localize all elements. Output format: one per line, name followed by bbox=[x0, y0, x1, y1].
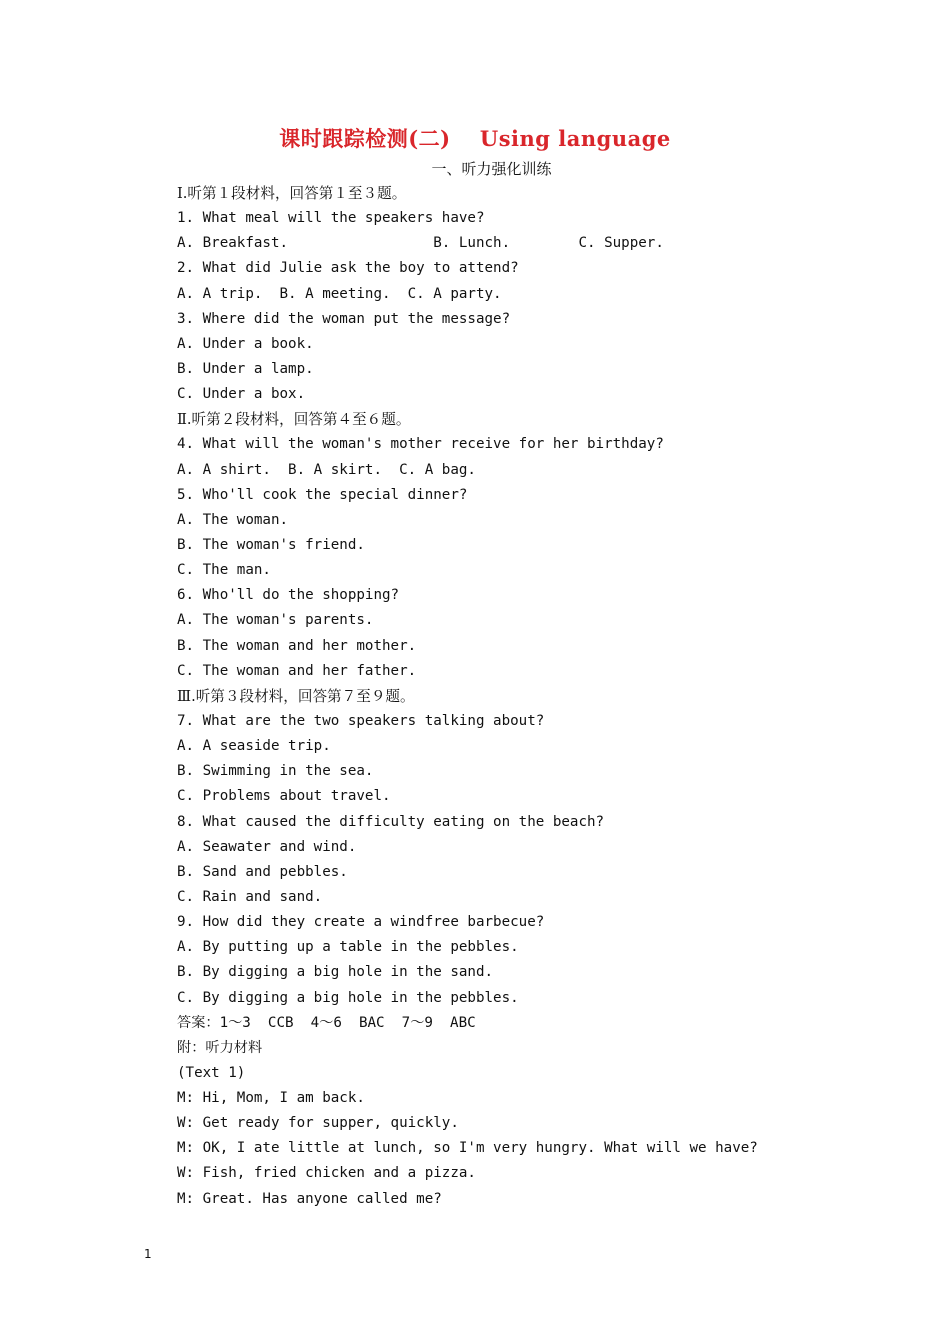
text-line: 附：听力材料 bbox=[177, 1039, 263, 1056]
text-line: 2. What did Julie ask the boy to attend? bbox=[177, 260, 519, 277]
text-line: W: Get ready for supper, quickly. bbox=[177, 1115, 459, 1132]
text-line: W: Fish, fried chicken and a pizza. bbox=[177, 1165, 476, 1182]
text-line: M: Great. Has anyone called me? bbox=[177, 1190, 442, 1207]
part-heading: Ⅰ.听第１段材料，回答第１至３题。 bbox=[177, 185, 407, 202]
page-number: 1 bbox=[144, 1247, 152, 1261]
text-line: C. By digging a big hole in the pebbles. bbox=[177, 989, 519, 1006]
text-line: B. Sand and pebbles. bbox=[177, 863, 348, 880]
text-line: A. The woman's parents. bbox=[177, 612, 374, 629]
text-line: M: Hi, Mom, I am back. bbox=[177, 1090, 365, 1107]
part-heading: Ⅱ.听第２段材料，回答第４至６题。 bbox=[177, 411, 411, 429]
section-heading: 一、听力强化训练 bbox=[431, 160, 552, 178]
page-title: 课时跟踪检测(二) Using language bbox=[279, 126, 671, 151]
text-line: 5. Who'll cook the special dinner? bbox=[177, 486, 468, 503]
text-line: (Text 1) bbox=[177, 1064, 246, 1081]
text-line: B. The woman's friend. bbox=[177, 536, 365, 553]
text-line: A. A trip. B. A meeting. C. A party. bbox=[177, 285, 502, 302]
text-line: M: OK, I ate little at lunch, so I'm very hungry. What will we have? bbox=[177, 1140, 758, 1157]
text-line: 9. How did they create a windfree barbecue? bbox=[177, 914, 545, 931]
text-line: B. By digging a big hole in the sand. bbox=[177, 964, 494, 981]
text-line: 8. What caused the difficulty eating on the beach? bbox=[177, 813, 605, 830]
text-line: A. By putting up a table in the pebbles. bbox=[177, 939, 519, 956]
text-line: A. Under a book. bbox=[177, 335, 314, 352]
text-line: 7. What are the two speakers talking about? bbox=[177, 712, 545, 729]
text-line: C. Problems about travel. bbox=[177, 788, 391, 805]
text-line: A. Seawater and wind. bbox=[177, 838, 357, 855]
text-line: 1. What meal will the speakers have? bbox=[177, 210, 485, 227]
text-line: C. Under a box. bbox=[177, 386, 306, 403]
part-heading: Ⅲ.听第３段材料，回答第７至９题。 bbox=[177, 687, 415, 705]
document-body bbox=[177, 181, 897, 1212]
text-line: 6. Who'll do the shopping? bbox=[177, 587, 400, 604]
text-line: C. Rain and sand. bbox=[177, 888, 323, 905]
text-line: C. The man. bbox=[177, 562, 271, 579]
text-line: B. Under a lamp. bbox=[177, 360, 314, 377]
text-line: B. Swimming in the sea. bbox=[177, 763, 374, 780]
text-line: C. The woman and her father. bbox=[177, 662, 417, 679]
text-line: A. Breakfast. B. Lunch. C. Supper. bbox=[177, 235, 664, 252]
text-line: A. A seaside trip. bbox=[177, 738, 331, 755]
text-line: A. A shirt. B. A skirt. C. A bag. bbox=[177, 461, 476, 478]
text-line: 4. What will the woman's mother receive for her birthday? bbox=[177, 436, 664, 453]
text-line: 答案：1～3 CCB 4～6 BAC 7～9 ABC bbox=[177, 1014, 476, 1031]
text-line: B. The woman and her mother. bbox=[177, 637, 417, 654]
text-line: 3. Where did the woman put the message? bbox=[177, 310, 511, 327]
text-line: A. The woman. bbox=[177, 511, 289, 528]
